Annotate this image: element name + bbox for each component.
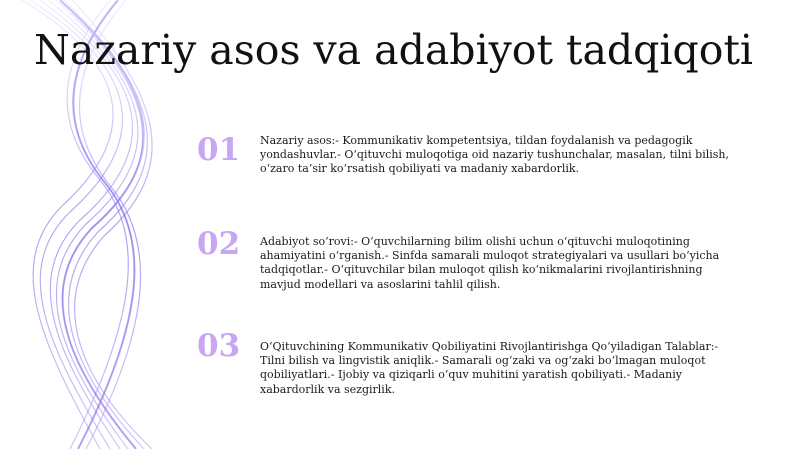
item-text: Nazariy asos:- Kommunikativ kompetentsiya, tildan foydalanish va pedagogik yondashuvlar.- O‘qituvchi muloqotiga oid nazariy tushunchalar, masalan, tilni bilish, o‘zaro ta’sir ko‘rsatish qobiliyati va madaniy xabardorlik. (260, 134, 730, 176)
item-number: 03 (197, 328, 241, 364)
item-number: 01 (197, 132, 241, 168)
item-text: O‘Qituvchining Kommunikativ Qobiliyatini Rivojlantirishga Qo‘yiladigan Talablar:- Tilni bilish va lingvistik aniqlik.- Samarali og‘zaki va og‘zaki bo‘lmagan muloqot qobiliyatlari.- Ijobiy va qiziqarli o‘quv muhitini yaratish qobiliyati.- Madaniy xabardorlik va sezgirlik. (260, 340, 719, 396)
page-title: Nazariy asos va adabiyot tadqiqoti (34, 26, 754, 74)
item-text: Adabiyot so‘rovi:- O‘quvchilarning bilim olishi uchun o‘qituvchi muloqotining ahamiyatini o‘rganish.- Sinfda samarali muloqot strategiyalari va usullari bo‘yicha tadqiqotlar.- O‘qituvchilar bilan muloqot qilish ko‘nikmalarini rivojlantirishning mavjud modellari va asoslarini tahlil qilish. (260, 235, 720, 291)
item-number: 02 (197, 226, 241, 262)
